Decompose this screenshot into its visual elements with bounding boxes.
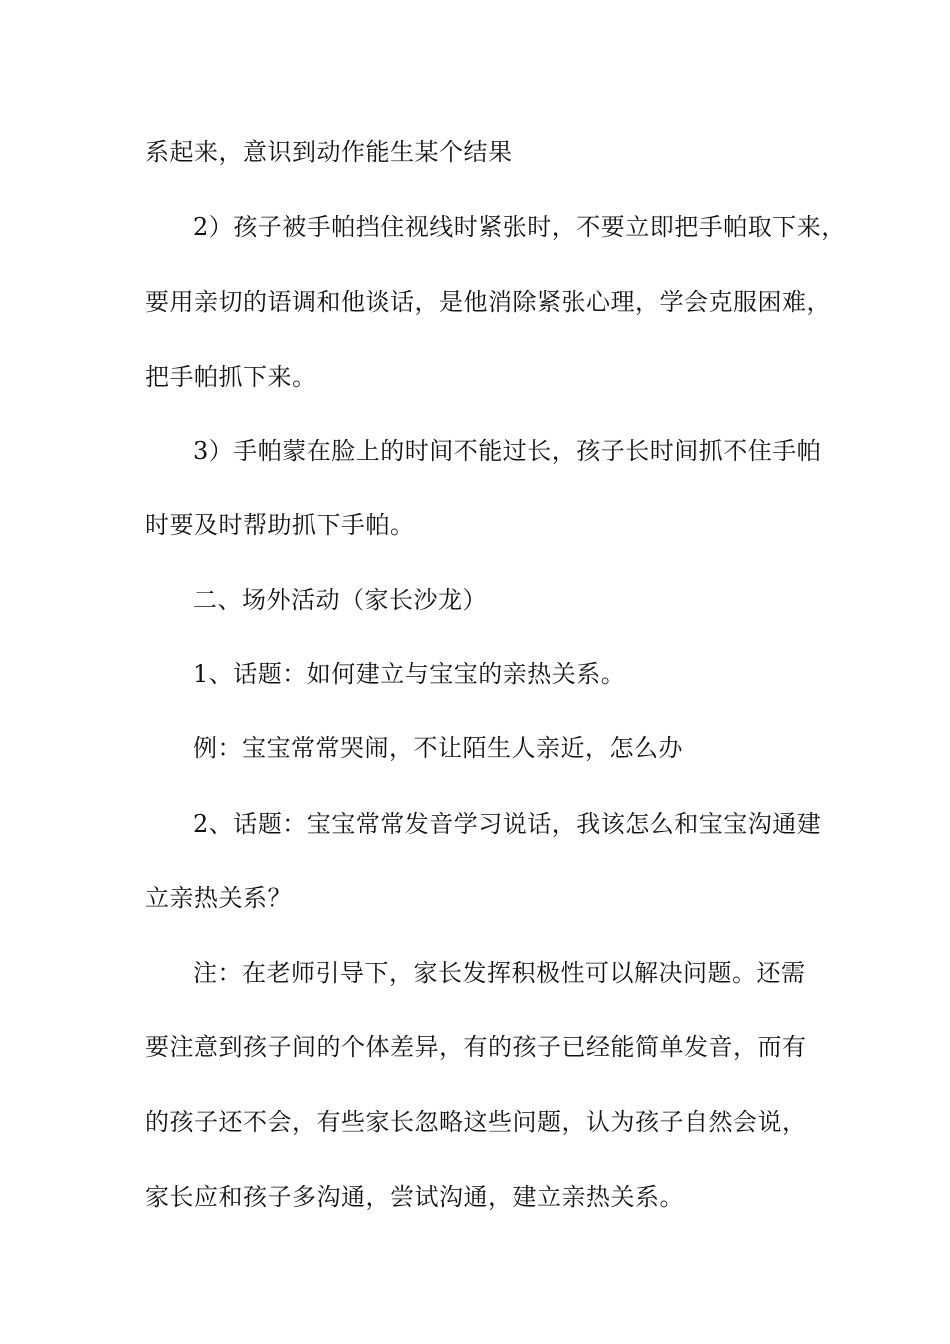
text-line: 例：宝宝常常哭闹，不让陌生人亲近，怎么办	[193, 734, 683, 762]
text-line: 系起来，意识到动作能生某个结果	[145, 138, 513, 166]
text-line: 注：在老师引导下，家长发挥积极性可以解决问题。还需	[193, 959, 806, 987]
text-line: 3）手帕蒙在脸上的时间不能过长，孩子长时间抓不住手帕	[193, 437, 822, 465]
text-line: 家长应和孩子多沟通，尝试沟通，建立亲热关系。	[145, 1183, 684, 1211]
text-line: 立亲热关系？	[145, 884, 292, 912]
text-line: 把手帕抓下来。	[145, 363, 317, 391]
text-line: 要用亲切的语调和他谈话，是他消除紧张心理，学会克服困难，	[145, 288, 831, 316]
text-line: 时要及时帮助抓下手帕。	[145, 511, 415, 539]
text-line: 1、话题：如何建立与宝宝的亲热关系。	[193, 660, 626, 688]
text-line: 2）孩子被手帕挡住视线时紧张时，不要立即把手帕取下来，	[193, 213, 846, 241]
text-line: 要注意到孩子间的个体差异，有的孩子已经能简单发音，而有	[145, 1033, 807, 1061]
text-line: 的孩子还不会，有些家长忽略这些问题，认为孩子自然会说，	[145, 1108, 807, 1136]
text-line: 2、话题：宝宝常常发音学习说话，我该怎么和宝宝沟通建	[193, 810, 822, 838]
section-heading: 二、场外活动（家长沙龙）	[193, 586, 487, 614]
